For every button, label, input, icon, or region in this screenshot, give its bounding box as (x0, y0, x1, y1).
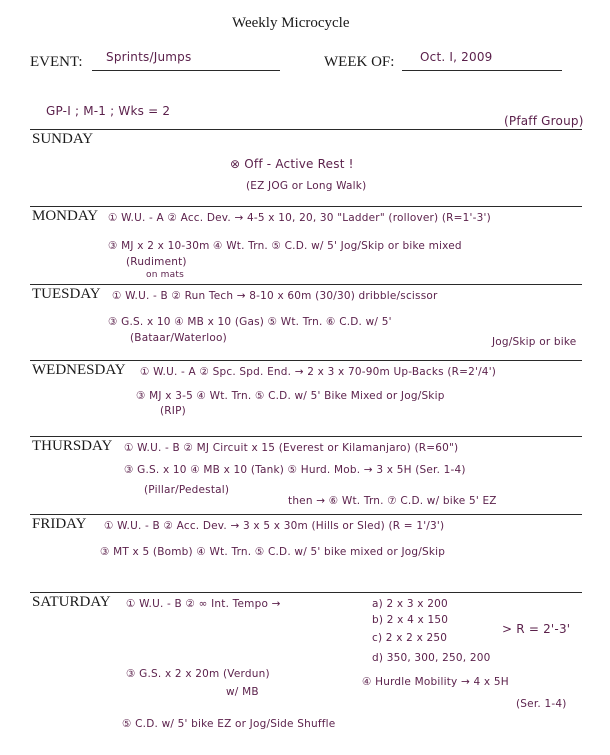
saturday-line-b: b) 2 x 4 x 150 (372, 614, 449, 626)
tuesday-rule (30, 284, 582, 285)
event-label: EVENT: (30, 54, 83, 70)
monday-rule (30, 206, 582, 207)
tuesday-label: TUESDAY (32, 286, 101, 302)
thursday-line-2: ③ G.S. x 10 ④ MB x 10 (Tank) ⑤ Hurd. Mob. → 3 x 5H (Ser. 1-4) (124, 464, 466, 476)
tuesday-line-2: ③ G.S. x 10 ④ MB x 10 (Gas) ⑤ Wt. Trn. ⑥ C.D. w/ 5' (108, 316, 392, 328)
tuesday-line-4: Jog/Skip or bike (492, 336, 577, 348)
saturday-line-a: a) 2 x 3 x 200 (372, 598, 448, 610)
thursday-line-3: (Pillar/Pedestal) (144, 484, 230, 496)
saturday-line-6: ⑤ C.D. w/ 5' bike EZ or Jog/Side Shuffle (122, 718, 336, 730)
wednesday-line-1: ① W.U. - A ② Spc. Spd. End. → 2 x 3 x 70-90m Up-Backs (R=2'/4') (140, 366, 497, 378)
saturday-label: SATURDAY (32, 594, 111, 610)
saturday-rule (30, 592, 582, 593)
friday-line-1: ① W.U. - B ② Acc. Dev. → 3 x 5 x 30m (Hills or Sled) (R = 1'/3') (104, 520, 445, 532)
monday-line-3: (Rudiment) (126, 256, 187, 268)
thursday-line-4: then → ⑥ Wt. Trn. ⑦ C.D. w/ bike 5' EZ (288, 495, 497, 507)
group-note: (Pfaff Group) (504, 114, 584, 128)
event-value: Sprints/Jumps (106, 50, 192, 64)
wednesday-line-3: (RIP) (160, 405, 186, 417)
sunday-line-1: ⊗ Off - Active Rest ! (230, 157, 354, 171)
saturday-rest: > R = 2'-3' (502, 622, 571, 636)
friday-label: FRIDAY (32, 516, 87, 532)
sunday-label: SUNDAY (32, 131, 94, 147)
event-underline (92, 70, 280, 71)
wednesday-label: WEDNESDAY (32, 362, 126, 378)
page-title: Weekly Microcycle (232, 15, 350, 31)
week-value: Oct. I, 2009 (420, 50, 493, 64)
wednesday-rule (30, 360, 582, 361)
week-underline (402, 70, 562, 71)
period-note: GP-I ; M-1 ; Wks = 2 (46, 104, 171, 118)
monday-line-2: ③ MJ x 2 x 10-30m ④ Wt. Trn. ⑤ C.D. w/ 5' Jog/Skip or bike mixed (108, 240, 462, 252)
saturday-line-3: w/ MB (226, 686, 259, 698)
friday-line-2: ③ MT x 5 (Bomb) ④ Wt. Trn. ⑤ C.D. w/ 5' bike mixed or Jog/Skip (100, 546, 446, 558)
tuesday-line-1: ① W.U. - B ② Run Tech → 8-10 x 60m (30/30) dribble/scissor (112, 290, 438, 302)
monday-line-4: on mats (146, 270, 184, 280)
thursday-label: THURSDAY (32, 438, 113, 454)
thursday-line-1: ① W.U. - B ② MJ Circuit x 15 (Everest or Kilamanjaro) (R=60") (124, 442, 459, 454)
saturday-line-2: ③ G.S. x 2 x 20m (Verdun) (126, 668, 270, 680)
thursday-rule (30, 436, 582, 437)
saturday-line-d: d) 350, 300, 250, 200 (372, 652, 491, 664)
week-label: WEEK OF: (324, 54, 395, 70)
saturday-line-4: ④ Hurdle Mobility → 4 x 5H (362, 676, 509, 688)
saturday-line-c: c) 2 x 2 x 250 (372, 632, 448, 644)
monday-label: MONDAY (32, 208, 99, 224)
wednesday-line-2: ③ MJ x 3-5 ④ Wt. Trn. ⑤ C.D. w/ 5' Bike Mixed or Jog/Skip (136, 390, 445, 402)
friday-rule (30, 514, 582, 515)
monday-line-1: ① W.U. - A ② Acc. Dev. → 4-5 x 10, 20, 30 "Ladder" (rollover) (R=1'-3') (108, 212, 491, 224)
saturday-line-1: ① W.U. - B ② ∞ Int. Tempo → (126, 598, 281, 610)
sunday-rule (30, 129, 582, 130)
tuesday-line-3: (Bataar/Waterloo) (130, 332, 227, 344)
saturday-line-5: (Ser. 1-4) (516, 698, 567, 710)
sunday-line-2: (EZ JOG or Long Walk) (246, 180, 367, 192)
